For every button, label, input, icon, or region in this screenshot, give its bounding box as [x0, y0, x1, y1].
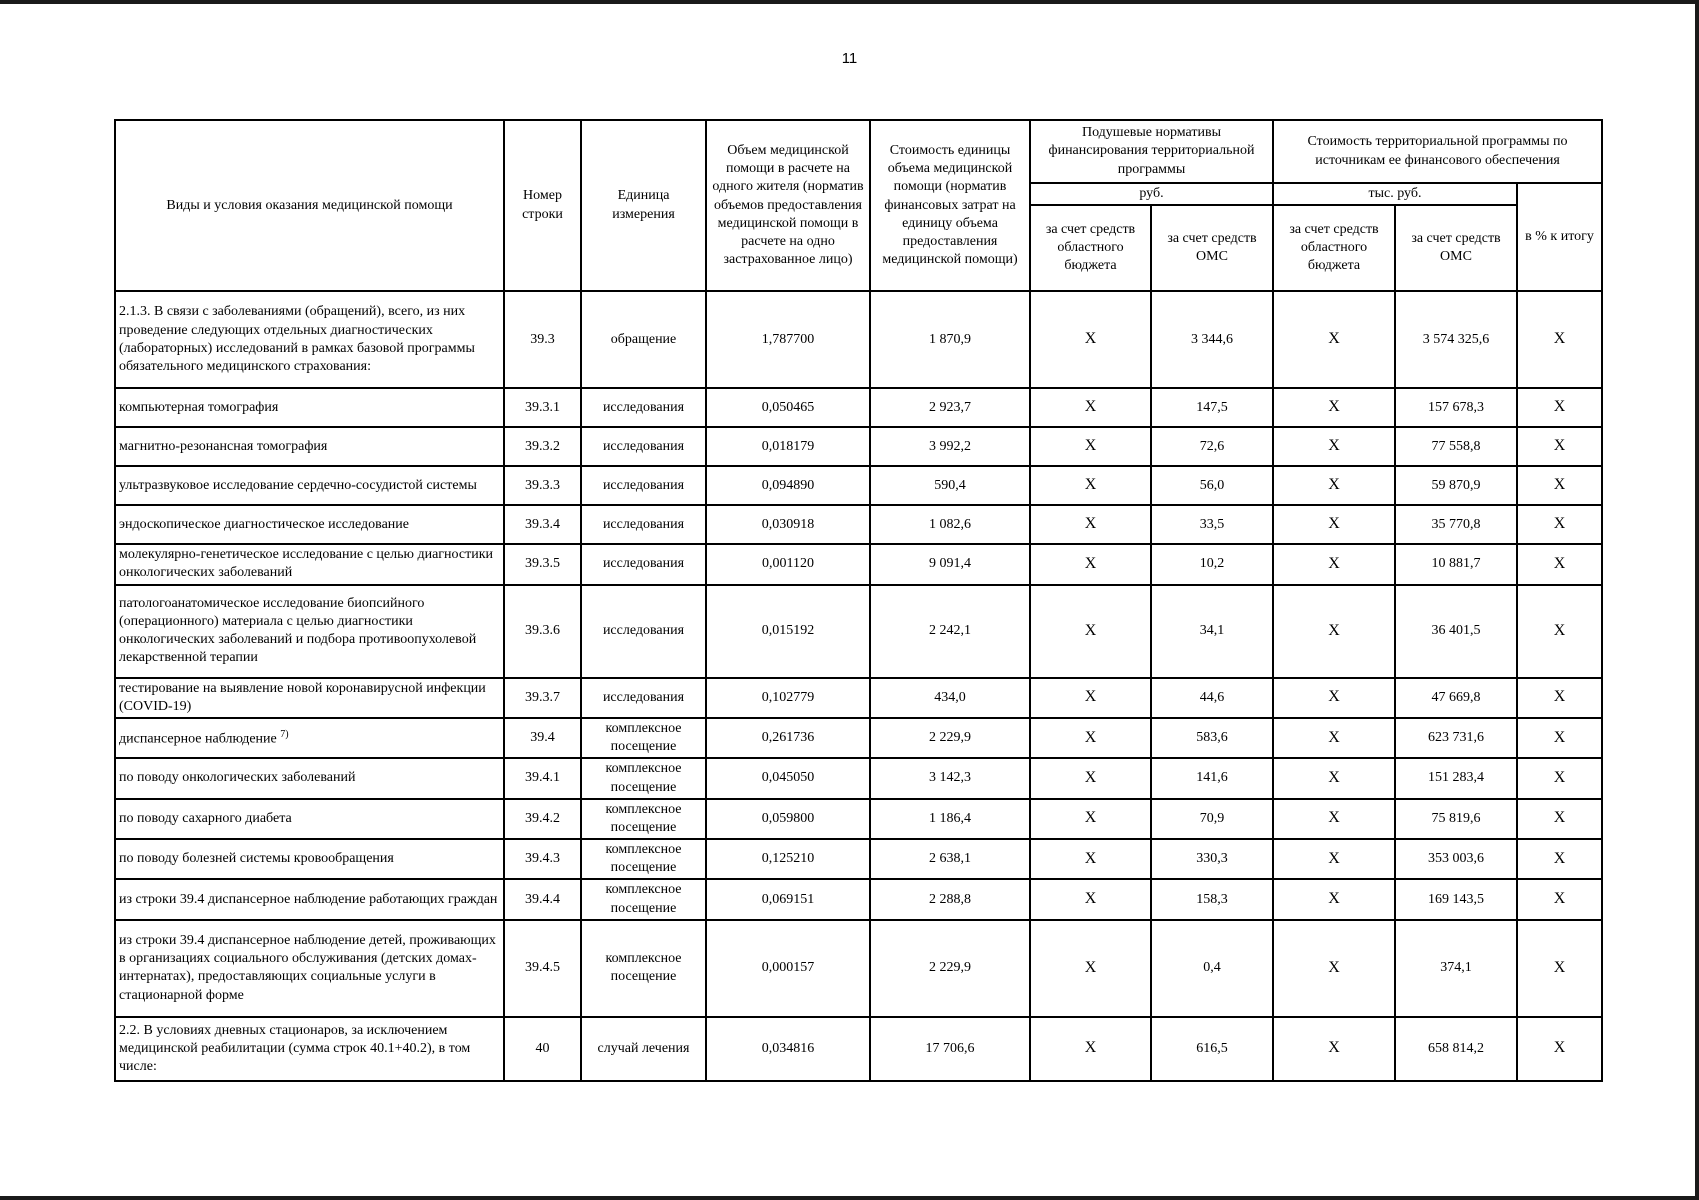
- row-volume: 0,030918: [706, 505, 870, 544]
- table-row: [115, 1017, 1602, 1081]
- row-program-regional-budget: Х: [1273, 678, 1395, 718]
- row-volume: 0,069151: [706, 879, 870, 919]
- row-norm-oms: 147,5: [1151, 388, 1273, 427]
- row-percent: Х: [1517, 427, 1602, 466]
- row-volume: 0,125210: [706, 839, 870, 879]
- row-norm-oms: 56,0: [1151, 466, 1273, 505]
- row-unit: комплексное посещение: [581, 758, 706, 798]
- row-program-oms: 10 881,7: [1395, 544, 1517, 584]
- row-percent: Х: [1517, 879, 1602, 919]
- row-norm-regional-budget: Х: [1030, 466, 1151, 505]
- row-norm-regional-budget: Х: [1030, 758, 1151, 798]
- row-program-oms: 151 283,4: [1395, 758, 1517, 798]
- table-row: [115, 466, 1602, 505]
- header-unit-rub: руб.: [1030, 183, 1273, 205]
- header-unit: Единица измерения: [581, 120, 706, 291]
- row-number: 39.3: [504, 291, 581, 388]
- row-name: тестирование на выявление новой коронавирусной инфекции (COVID-19): [115, 678, 504, 718]
- row-unit-cost: 1 186,4: [870, 799, 1030, 839]
- row-unit-cost: 1 082,6: [870, 505, 1030, 544]
- row-norm-regional-budget: Х: [1030, 1017, 1151, 1081]
- row-name: из строки 39.4 диспансерное наблюдение работающих граждан: [115, 879, 504, 919]
- row-unit: исследования: [581, 466, 706, 505]
- row-unit-cost: 2 229,9: [870, 718, 1030, 758]
- header-row-number: Номер строки: [504, 120, 581, 291]
- row-program-regional-budget: Х: [1273, 291, 1395, 388]
- row-number: 39.3.2: [504, 427, 581, 466]
- row-unit: комплексное посещение: [581, 920, 706, 1017]
- header-unit-thousand-rub: тыс. руб.: [1273, 183, 1517, 205]
- row-norm-regional-budget: Х: [1030, 505, 1151, 544]
- row-volume: 1,787700: [706, 291, 870, 388]
- row-unit-cost: 17 706,6: [870, 1017, 1030, 1081]
- row-program-oms: 59 870,9: [1395, 466, 1517, 505]
- header-program-oms: за счет средств ОМС: [1395, 205, 1517, 291]
- row-norm-oms: 72,6: [1151, 427, 1273, 466]
- row-volume: 0,018179: [706, 427, 870, 466]
- row-norm-oms: 330,3: [1151, 839, 1273, 879]
- row-unit-cost: 2 288,8: [870, 879, 1030, 919]
- row-volume: 0,000157: [706, 920, 870, 1017]
- row-norm-regional-budget: Х: [1030, 718, 1151, 758]
- row-name: ультразвуковое исследование сердечно-сосудистой системы: [115, 466, 504, 505]
- row-norm-oms: 33,5: [1151, 505, 1273, 544]
- table-row: [115, 879, 1602, 919]
- row-number: 39.3.4: [504, 505, 581, 544]
- row-number: 39.4.3: [504, 839, 581, 879]
- row-program-regional-budget: Х: [1273, 879, 1395, 919]
- row-program-oms: 353 003,6: [1395, 839, 1517, 879]
- row-unit: комплексное посещение: [581, 839, 706, 879]
- program-cost-table: [114, 119, 1603, 1082]
- row-volume: 0,050465: [706, 388, 870, 427]
- row-unit-cost: 9 091,4: [870, 544, 1030, 584]
- table-row: [115, 758, 1602, 798]
- table-row: [115, 388, 1602, 427]
- row-name: 2.1.3. В связи с заболеваниями (обращений), всего, из них проведение следующих отдельных диагностических (лабораторных) исследований в рамках базовой программы обязательного медицинского страхования:: [115, 291, 504, 388]
- header-norm-regional-budget: за счет средств областного бюджета: [1030, 205, 1151, 291]
- row-name: патологоанатомическое исследование биопсийного (операционного) материала с целью диагностики онкологических заболеваний и подбора противоопухолевой лекарственной терапии: [115, 585, 504, 678]
- row-volume: 0,001120: [706, 544, 870, 584]
- row-norm-oms: 141,6: [1151, 758, 1273, 798]
- header-program-regional-budget: за счет средств областного бюджета: [1273, 205, 1395, 291]
- row-norm-oms: 10,2: [1151, 544, 1273, 584]
- row-percent: Х: [1517, 920, 1602, 1017]
- page-number: 11: [841, 50, 858, 67]
- row-name: из строки 39.4 диспансерное наблюдение детей, проживающих в организациях социального обслуживания (детских домах-интернатах), предоставляющих социальные услуги в стационарной форме: [115, 920, 504, 1017]
- row-volume: 0,015192: [706, 585, 870, 678]
- table-row: [115, 585, 1602, 678]
- row-number: 39.3.7: [504, 678, 581, 718]
- table-row: [115, 291, 1602, 388]
- row-program-regional-budget: Х: [1273, 839, 1395, 879]
- table-row: [115, 839, 1602, 879]
- row-program-regional-budget: Х: [1273, 427, 1395, 466]
- row-number: 39.3.5: [504, 544, 581, 584]
- row-norm-regional-budget: Х: [1030, 879, 1151, 919]
- table-row: [115, 678, 1602, 718]
- row-unit-cost: 3 142,3: [870, 758, 1030, 798]
- row-number: 39.4.1: [504, 758, 581, 798]
- header-per-capita-norms: Подушевые нормативы финансирования территориальной программы: [1030, 120, 1273, 183]
- row-name: по поводу онкологических заболеваний: [115, 758, 504, 798]
- row-program-regional-budget: Х: [1273, 505, 1395, 544]
- row-unit-cost: 1 870,9: [870, 291, 1030, 388]
- row-unit: случай лечения: [581, 1017, 706, 1081]
- row-percent: Х: [1517, 799, 1602, 839]
- scan-border-top: [0, 0, 1699, 4]
- row-norm-oms: 3 344,6: [1151, 291, 1273, 388]
- row-name: диспансерное наблюдение $^{7)}$: [115, 718, 504, 758]
- row-program-oms: 374,1: [1395, 920, 1517, 1017]
- row-program-regional-budget: Х: [1273, 388, 1395, 427]
- row-program-oms: 47 669,8: [1395, 678, 1517, 718]
- row-percent: Х: [1517, 718, 1602, 758]
- row-number: 40: [504, 1017, 581, 1081]
- row-volume: 0,059800: [706, 799, 870, 839]
- header-norm-oms: за счет средств ОМС: [1151, 205, 1273, 291]
- row-norm-oms: 0,4: [1151, 920, 1273, 1017]
- row-unit: комплексное посещение: [581, 718, 706, 758]
- table-row: [115, 505, 1602, 544]
- row-program-regional-budget: Х: [1273, 585, 1395, 678]
- row-program-regional-budget: Х: [1273, 799, 1395, 839]
- row-name: молекулярно-генетическое исследование с целью диагностики онкологических заболеваний: [115, 544, 504, 584]
- row-program-oms: 77 558,8: [1395, 427, 1517, 466]
- row-number: 39.4.2: [504, 799, 581, 839]
- row-norm-regional-budget: Х: [1030, 839, 1151, 879]
- row-volume: 0,034816: [706, 1017, 870, 1081]
- row-percent: Х: [1517, 388, 1602, 427]
- header-program-cost: Стоимость территориальной программы по источникам ее финансового обеспечения: [1273, 120, 1602, 183]
- table-row: [115, 920, 1602, 1017]
- row-program-oms: 157 678,3: [1395, 388, 1517, 427]
- table-row: [115, 799, 1602, 839]
- row-percent: Х: [1517, 758, 1602, 798]
- row-percent: Х: [1517, 291, 1602, 388]
- row-norm-regional-budget: Х: [1030, 291, 1151, 388]
- row-unit: комплексное посещение: [581, 879, 706, 919]
- row-percent: Х: [1517, 839, 1602, 879]
- row-percent: Х: [1517, 678, 1602, 718]
- row-name: эндоскопическое диагностическое исследование: [115, 505, 504, 544]
- row-norm-regional-budget: Х: [1030, 388, 1151, 427]
- table-row: [115, 544, 1602, 584]
- row-norm-regional-budget: Х: [1030, 585, 1151, 678]
- row-number: 39.4.5: [504, 920, 581, 1017]
- row-name: 2.2. В условиях дневных стационаров, за исключением медицинской реабилитации (сумма строк 40.1+40.2), в том числе:: [115, 1017, 504, 1081]
- row-program-regional-budget: Х: [1273, 718, 1395, 758]
- table-header: [115, 120, 1602, 291]
- table-body: [115, 291, 1602, 1081]
- row-unit-cost: 590,4: [870, 466, 1030, 505]
- row-program-regional-budget: Х: [1273, 920, 1395, 1017]
- row-unit: исследования: [581, 585, 706, 678]
- row-number: 39.3.3: [504, 466, 581, 505]
- row-program-regional-budget: Х: [1273, 544, 1395, 584]
- row-program-oms: 623 731,6: [1395, 718, 1517, 758]
- row-name: магнитно-резонансная томография: [115, 427, 504, 466]
- row-program-oms: 35 770,8: [1395, 505, 1517, 544]
- row-norm-oms: 616,5: [1151, 1017, 1273, 1081]
- row-percent: Х: [1517, 585, 1602, 678]
- row-program-oms: 36 401,5: [1395, 585, 1517, 678]
- row-volume: 0,102779: [706, 678, 870, 718]
- row-unit: исследования: [581, 544, 706, 584]
- row-norm-oms: 34,1: [1151, 585, 1273, 678]
- row-norm-regional-budget: Х: [1030, 920, 1151, 1017]
- row-unit-cost: 434,0: [870, 678, 1030, 718]
- scan-border-bottom: [0, 1196, 1699, 1200]
- header-percent-of-total: в % к итогу: [1517, 183, 1602, 291]
- row-norm-regional-budget: Х: [1030, 799, 1151, 839]
- row-unit: исследования: [581, 678, 706, 718]
- row-unit-cost: 3 992,2: [870, 427, 1030, 466]
- row-unit-cost: 2 923,7: [870, 388, 1030, 427]
- row-number: 39.3.6: [504, 585, 581, 678]
- header-unit-cost: Стоимость единицы объема медицинской помощи (норматив финансовых затрат на единицу объема предоставления медицинской помощи): [870, 120, 1030, 291]
- row-program-oms: 658 814,2: [1395, 1017, 1517, 1081]
- row-unit-cost: 2 638,1: [870, 839, 1030, 879]
- row-norm-oms: 44,6: [1151, 678, 1273, 718]
- table-row: [115, 427, 1602, 466]
- header-type: Виды и условия оказания медицинской помощи: [115, 120, 504, 291]
- row-number: 39.3.1: [504, 388, 581, 427]
- row-norm-regional-budget: Х: [1030, 427, 1151, 466]
- row-unit: исследования: [581, 427, 706, 466]
- row-program-oms: 3 574 325,6: [1395, 291, 1517, 388]
- row-volume: 0,261736: [706, 718, 870, 758]
- row-name: по поводу сахарного диабета: [115, 799, 504, 839]
- row-unit: исследования: [581, 388, 706, 427]
- row-unit: обращение: [581, 291, 706, 388]
- row-name: компьютерная томография: [115, 388, 504, 427]
- row-percent: Х: [1517, 505, 1602, 544]
- row-norm-oms: 70,9: [1151, 799, 1273, 839]
- row-percent: Х: [1517, 544, 1602, 584]
- row-unit: исследования: [581, 505, 706, 544]
- row-volume: 0,045050: [706, 758, 870, 798]
- row-percent: Х: [1517, 466, 1602, 505]
- row-unit-cost: 2 229,9: [870, 920, 1030, 1017]
- row-number: 39.4.4: [504, 879, 581, 919]
- header-volume: Объем медицинской помощи в расчете на одного жителя (норматив объемов предоставления медицинской помощи в расчете на одно застрахованное лицо): [706, 120, 870, 291]
- row-program-regional-budget: Х: [1273, 466, 1395, 505]
- row-number: 39.4: [504, 718, 581, 758]
- row-program-regional-budget: Х: [1273, 1017, 1395, 1081]
- row-norm-oms: 158,3: [1151, 879, 1273, 919]
- row-program-oms: 169 143,5: [1395, 879, 1517, 919]
- row-norm-regional-budget: Х: [1030, 678, 1151, 718]
- row-percent: Х: [1517, 1017, 1602, 1081]
- scan-border-right: [1695, 0, 1699, 1200]
- row-program-oms: 75 819,6: [1395, 799, 1517, 839]
- row-name: по поводу болезней системы кровообращения: [115, 839, 504, 879]
- row-volume: 0,094890: [706, 466, 870, 505]
- row-unit-cost: 2 242,1: [870, 585, 1030, 678]
- row-program-regional-budget: Х: [1273, 758, 1395, 798]
- row-norm-oms: 583,6: [1151, 718, 1273, 758]
- row-norm-regional-budget: Х: [1030, 544, 1151, 584]
- row-unit: комплексное посещение: [581, 799, 706, 839]
- footnote-marker: 7): [280, 728, 289, 740]
- table-row: [115, 718, 1602, 758]
